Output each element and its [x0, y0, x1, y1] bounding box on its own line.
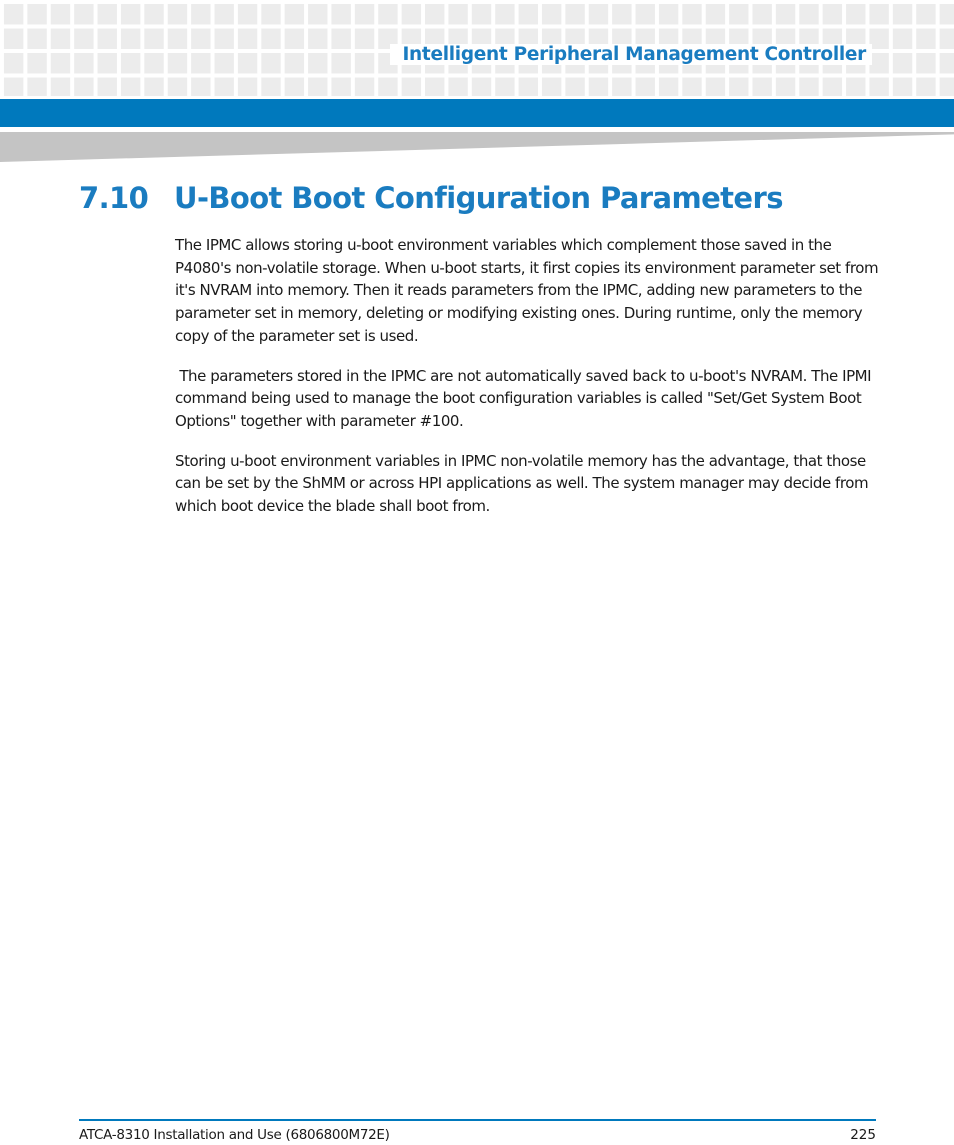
header-gray-wedge	[0, 132, 954, 162]
header-blue-bar	[0, 99, 954, 127]
paragraph: Storing u-boot environment variables in IPMC non-volatile memory has the advantage, that those can be set by the ShMM or across HPI applications as well. The system manager may decide from which boot device the blade shall boot from.	[175, 451, 873, 516]
running-header	[390, 44, 872, 65]
section-body	[175, 234, 883, 535]
footer-page-number: 225	[850, 1127, 876, 1143]
footer-document-title: ATCA-8310 Installation and Use (6806800M72E)	[79, 1127, 390, 1143]
paragraph: The IPMC allows storing u-boot environment variables which complement those saved in the P4080's non-volatile storage. When u-boot starts, it first copies its environment parameter set from it's NVRAM into memory. Then it reads parameters from the IPMC, adding new parameters to the parameter set in memory, deleting or modifying existing ones. During runtime, only the memory copy of the parameter set is used.	[175, 236, 883, 345]
footer-rule	[79, 1119, 876, 1121]
section-heading	[79, 181, 783, 215]
section-number: 7.10	[79, 181, 149, 215]
section-title: U-Boot Boot Configuration Parameters	[174, 181, 783, 215]
paragraph: The parameters stored in the IPMC are not automatically saved back to u-boot's NVRAM. The IPMI command being used to manage the boot configuration variables is called "Set/Get System Boot Options" together with parameter #100.	[175, 366, 876, 430]
running-header-title: Intelligent Peripheral Management Controller	[402, 44, 866, 65]
